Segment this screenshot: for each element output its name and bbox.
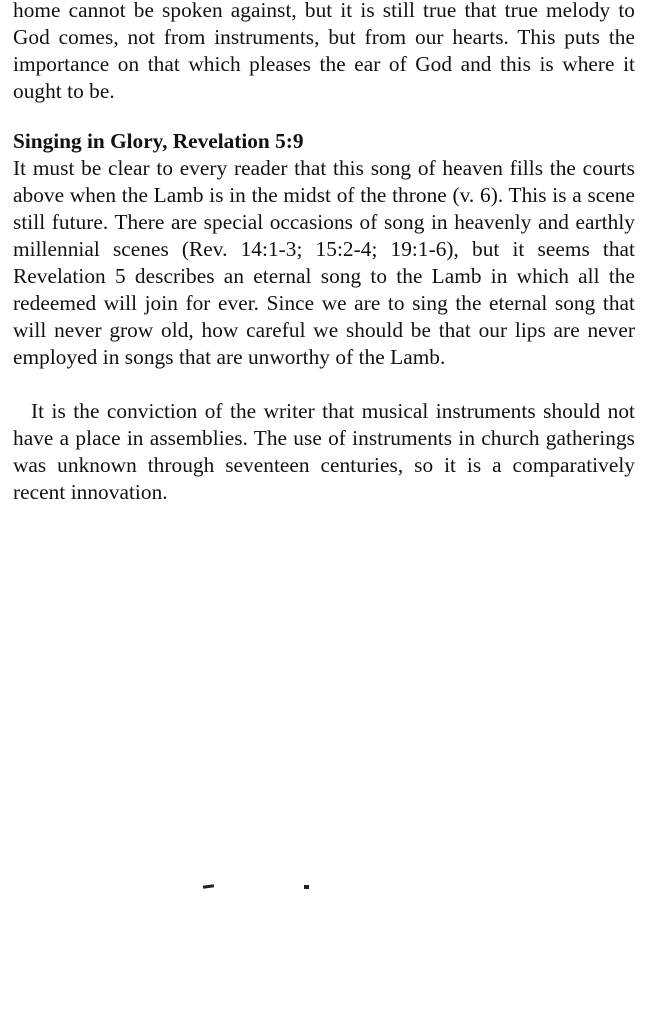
section-heading: Singing in Glory, Revelation 5:9	[13, 129, 304, 153]
paragraph-continuation: home cannot be spoken against, but it is still true that true melody to God comes, not from instruments, but from our hearts. This puts the importance on that which pleases the ear of God and this is where it ought to be.	[13, 0, 635, 103]
scan-speck	[304, 885, 309, 889]
document-page	[13, 0, 635, 506]
paragraph-conviction: It is the conviction of the writer that musical instruments should not have a place in assemblies. The use of instruments in church gatherings was unknown through seventeen centuries, so it is a comparatively recent innovation.	[13, 399, 635, 504]
paragraph-singing-in-glory: It must be clear to every reader that this song of heaven fills the courts above when the Lamb is in the midst of the throne (v. 6). This is a scene still future. There are special occasions of song in heavenly and earthly millennial scenes (Rev. 14:1-3; 15:2-4; 19:1-6), but it seems that Revelation 5 describes an eternal song to the Lamb in which all the redeemed will join for ever. Since we are to sing the eternal song that will never grow old, how careful we should be that our lips are never employed in songs that are unworthy of the Lamb.	[13, 156, 635, 369]
scan-speck	[203, 884, 214, 889]
